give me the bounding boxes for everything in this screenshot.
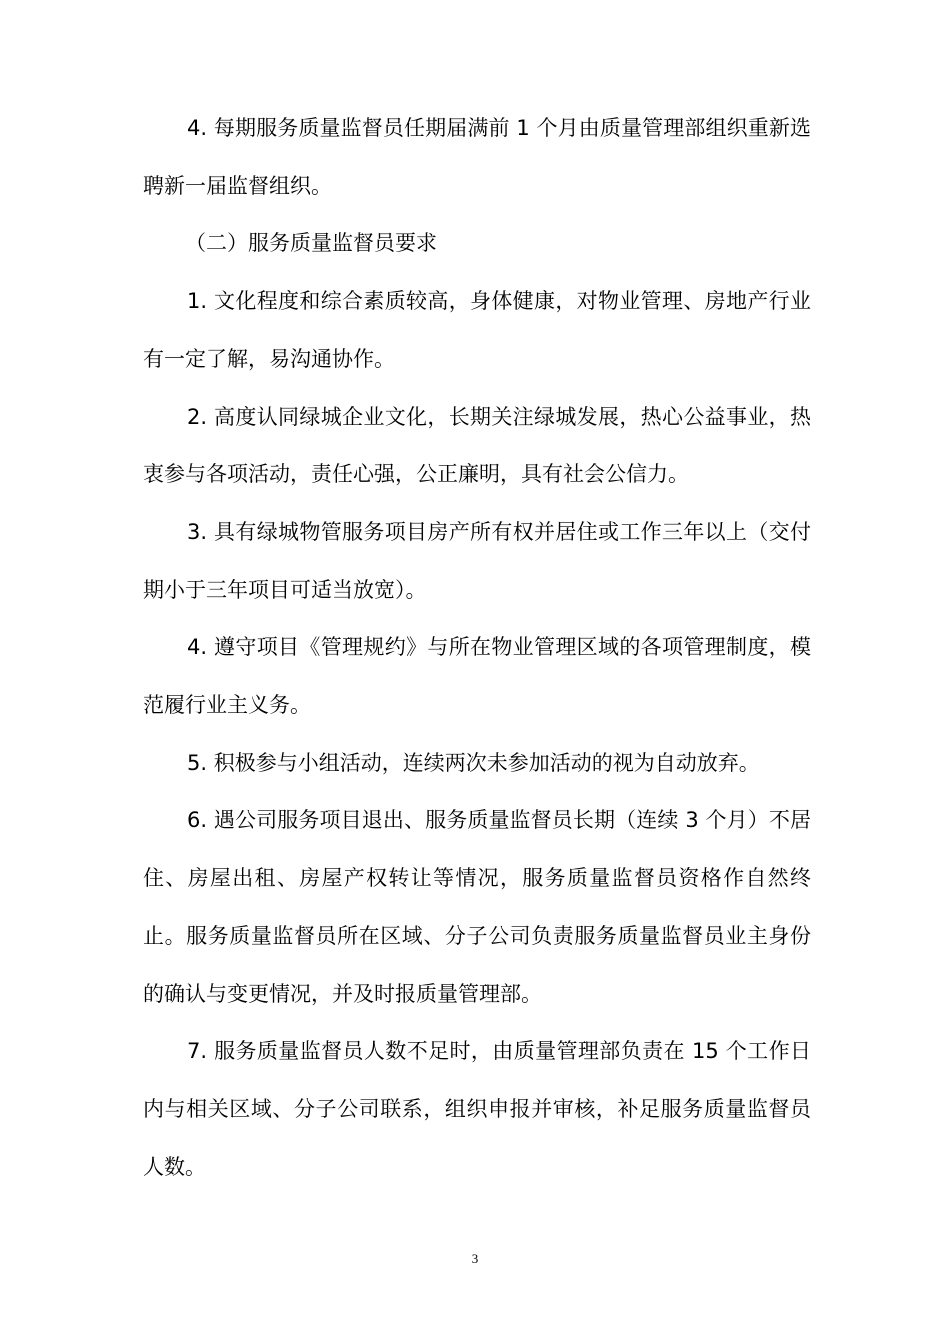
- paragraph-requirement-4: 4. 遵守项目《管理规约》与所在物业管理区域的各项管理制度，模范履行业主义务。: [143, 635, 811, 718]
- paragraph-requirement-5: 5. 积极参与小组活动，连续两次未参加活动的视为自动放弃。: [187, 750, 760, 775]
- section-heading-requirements: （二）服务质量监督员要求: [185, 231, 437, 256]
- paragraph-requirement-7: 7. 服务质量监督员人数不足时，由质量管理部负责在 15 个工作日内与相关区域、分子公司联系，组织申报并审核，补足服务质量监督员人数。: [143, 1039, 811, 1179]
- paragraph-requirement-2: 2. 高度认同绿城企业文化，长期关注绿城发展，热心公益事业，热衷参与各项活动，责任心强，公正廉明，具有社会公信力。: [143, 404, 811, 487]
- document-body: [143, 100, 811, 1196]
- page-number: 3: [471, 1251, 479, 1266]
- paragraph-requirement-1: 1. 文化程度和综合素质较高，身体健康，对物业管理、房地产行业有一定了解，易沟通协作。: [143, 289, 811, 371]
- paragraph-term-reselection: 4. 每期服务质量监督员任期届满前 1 个月由质量管理部组织重新选聘新一届监督组织。: [143, 116, 811, 198]
- paragraph-requirement-3: 3. 具有绿城物管服务项目房产所有权并居住或工作三年以上（交付期小于三年项目可适当放宽）。: [143, 519, 811, 602]
- paragraph-requirement-6: 6. 遇公司服务项目退出、服务质量监督员长期（连续 3 个月）不居住、房屋出租、房屋产权转让等情况，服务质量监督员资格作自然终止。服务质量监督员所在区域、分子公司负责服务质量监督员业主身份的确认与变更情况，并及时报质量管理部。: [143, 808, 811, 1006]
